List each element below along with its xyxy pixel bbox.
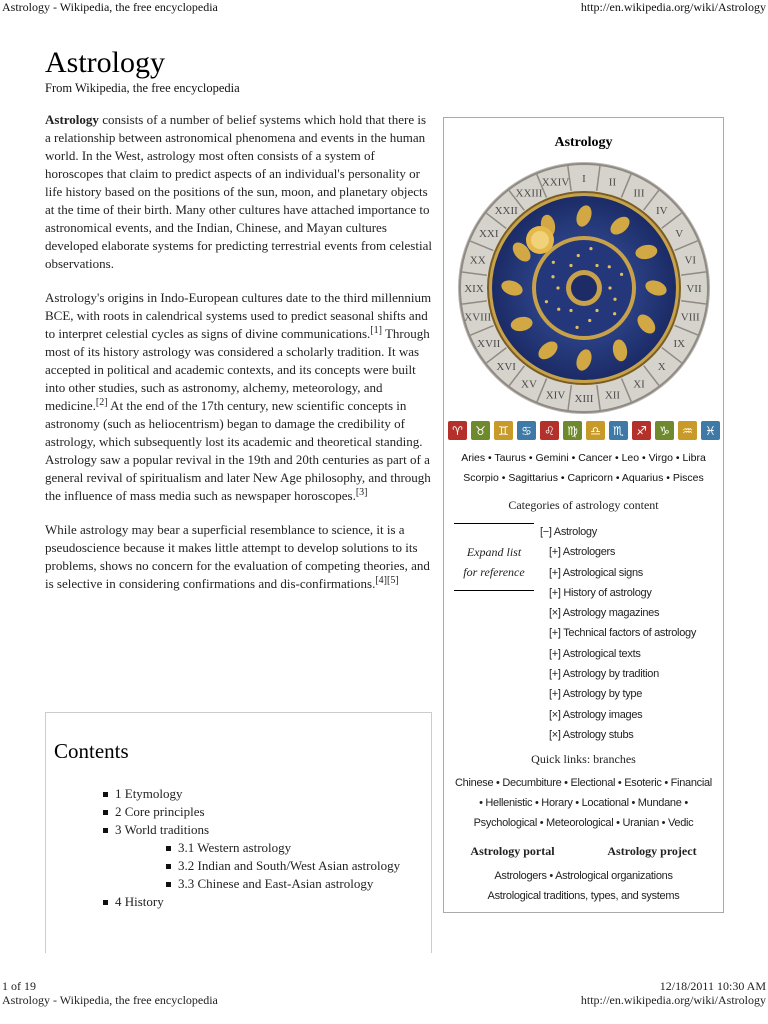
svg-text:VII: VII [686,283,702,295]
toc-item[interactable]: 2 Core principles [115,803,415,821]
category-tree [540,522,720,745]
print-header-title: Astrology - Wikipedia, the free encyclopedia [2,0,218,14]
table-of-contents [45,712,432,953]
astrology-portal-link[interactable]: Astrology portal [470,844,555,858]
cancer-icon[interactable]: ♋ [517,421,536,440]
svg-text:XXIII: XXIII [515,187,543,200]
category-item[interactable]: [×] Astrology magazines [549,607,660,620]
reference-link[interactable]: [1] [370,325,382,336]
gemini-icon[interactable]: ♊ [494,421,513,440]
portal-links [444,844,723,859]
reference-link[interactable]: [3] [355,487,368,498]
category-item[interactable]: [+] Astrological signs [549,566,643,579]
page-title: Astrology [45,46,165,79]
lead-term: Astrology [45,112,99,127]
leo-icon[interactable]: ♌ [540,421,559,440]
print-footer-top [2,979,766,994]
reference-link[interactable]: [2] [95,397,108,408]
scorpio-icon[interactable]: ♏ [609,421,628,440]
print-footer-title: Astrology - Wikipedia, the free encyclopedia [2,993,218,1007]
print-header [2,0,766,15]
svg-text:XV: XV [521,378,537,391]
print-header-url: http://en.wikipedia.org/wiki/Astrology [580,0,766,14]
toc-title: Contents [54,739,129,763]
svg-text:XVII: XVII [477,338,501,350]
svg-text:III: III [633,187,645,200]
category-item[interactable]: [+] Technical factors of astrology [549,627,697,640]
toc-item[interactable]: 3 World traditions [115,821,415,839]
toc-subitem[interactable]: 3.3 Chinese and East-Asian astrology [178,875,408,893]
toc-item[interactable]: 4 History [115,893,415,911]
svg-text:XXI: XXI [478,228,499,240]
category-item[interactable]: [+] Astrology by tradition [549,668,659,681]
category-item[interactable]: [×] Astrology images [549,708,643,721]
category-item[interactable]: [+] History of astrology [549,586,652,599]
infobox-title: Astrology [554,135,613,150]
svg-text:XVI: XVI [496,360,516,373]
infobox [443,117,724,913]
svg-text:IV: IV [655,205,668,218]
print-footer-url: http://en.wikipedia.org/wiki/Astrology [580,993,766,1007]
svg-text:XXII: XXII [494,205,518,218]
related-links: Astrologers • Astrological organizations Astrological traditions, types, and systems [487,870,680,902]
category-item[interactable]: [+] Astrologers [549,546,616,559]
article-body [45,111,433,609]
toc-subitem[interactable]: 3.2 Indian and South/West Asian astrology [178,857,408,875]
sagittarius-icon[interactable]: ♐ [632,421,651,440]
reference-link[interactable]: [4][5] [375,575,399,586]
page-subtitle: From Wikipedia, the free encyclopedia [45,81,240,95]
svg-text:VIII: VIII [680,311,700,324]
category-item[interactable]: [×] Astrology stubs [549,728,634,741]
aquarius-icon[interactable]: ♒ [678,421,697,440]
expand-list-label: Expand list for reference [463,545,525,579]
svg-text:XVIII: XVIII [464,311,492,324]
paragraph-science: While astrology may bear a superficial resemblance to science, it is a pseudoscience because it makes little attempt to develop solutions to its problems, shows no concern for the evaluation of competing theories, and is selective in considering confirmations and dis-confirmations.[4][5] [45,522,430,591]
print-datetime: 12/18/2011 10:30 AM [659,979,766,993]
category-item[interactable]: [+] Astrological texts [549,647,641,660]
expand-list-box[interactable] [454,523,534,591]
zodiac-sign-icons [448,421,720,440]
svg-text:XII: XII [604,389,621,402]
pisces-icon[interactable]: ♓ [701,421,720,440]
quick-links-title: Quick links: branches [531,752,636,766]
toc-subitem[interactable]: 3.1 Western astrology [178,839,408,857]
categories-title: Categories of astrology content [508,498,659,512]
category-item[interactable]: [−] Astrology [540,526,597,538]
svg-text:XIX: XIX [464,283,484,295]
svg-text:XIV: XIV [545,389,566,402]
paragraph-intro: Astrology consists of a number of belief systems which hold that there is a relationship between astronomical phenomena and events in the human world. In the West, astrology most often consists of a system of horoscopes that claim to predict aspects of an individual's personality or life history based on the positions of the sun, moon, and planetary objects at the time of their birth. Many other cultures have attached importance to astronomical events, and the Indian, Chinese, and Mayan cultures developed elaborate systems for predicting terrestrial events from celestial observations. [45,112,432,271]
paragraph-origins: Astrology's origins in Indo-European cultures date to the third millennium BCE, with roots in calendrical systems used to predict seasonal shifts and to interpret celestial cycles as signs of divine communications.[1] Through most of its history astrology was considered a scholarly tradition. It was accepted in political and academic contexts, and its concepts were built into other studies, such as astronomy, alchemy, meteorology, and medicine.[2] At the end of the 17th century, new scientific concepts in astronomy (such as heliocentrism) began to damage the credibility of astrology, which subsequently lost its academic and theoretical standing. Astrology saw a popular revival in the 19th and 20th centuries as part of a general revival of spiritualism and later New Age philosophy, and through the influence of mass media such as newspaper horoscopes.[3] [45,290,432,503]
svg-text:XXIV: XXIV [541,176,570,189]
svg-text:X: X [657,360,666,373]
quick-links-list: Chinese • Decumbiture • Electional • Esoteric • Financial • Hellenistic • Horary • Locational • Mundane • Psychological • Meteorological • Uranian • Vedic [455,777,712,829]
aries-icon[interactable]: ♈ [448,421,467,440]
category-item[interactable]: [+] Astrology by type [549,688,643,701]
svg-text:XI: XI [633,378,645,391]
zodiac-clock-image[interactable] [456,160,712,416]
svg-text:IX: IX [673,338,686,350]
svg-text:VI: VI [684,254,697,267]
libra-icon[interactable]: ♎ [586,421,605,440]
sign-names-line-1[interactable]: Aries • Taurus • Gemini • Cancer • Leo • Virgo • Libra [461,452,706,464]
svg-text:XX: XX [469,254,486,267]
svg-text:XIII: XIII [574,393,594,405]
toc-list [115,785,415,911]
astrology-project-link[interactable]: Astrology project [607,844,697,858]
capricorn-icon[interactable]: ♑ [655,421,674,440]
svg-text:II: II [608,176,617,189]
page-number: 1 of 19 [2,979,36,993]
virgo-icon[interactable]: ♍ [563,421,582,440]
toc-item[interactable]: 1 Etymology [115,785,415,803]
taurus-icon[interactable]: ♉ [471,421,490,440]
svg-text:I: I [582,173,586,185]
print-footer-bottom [2,993,766,1008]
sign-names-line-2[interactable]: Scorpio • Sagittarius • Capricorn • Aquarius • Pisces [463,472,704,484]
svg-text:V: V [675,228,684,240]
